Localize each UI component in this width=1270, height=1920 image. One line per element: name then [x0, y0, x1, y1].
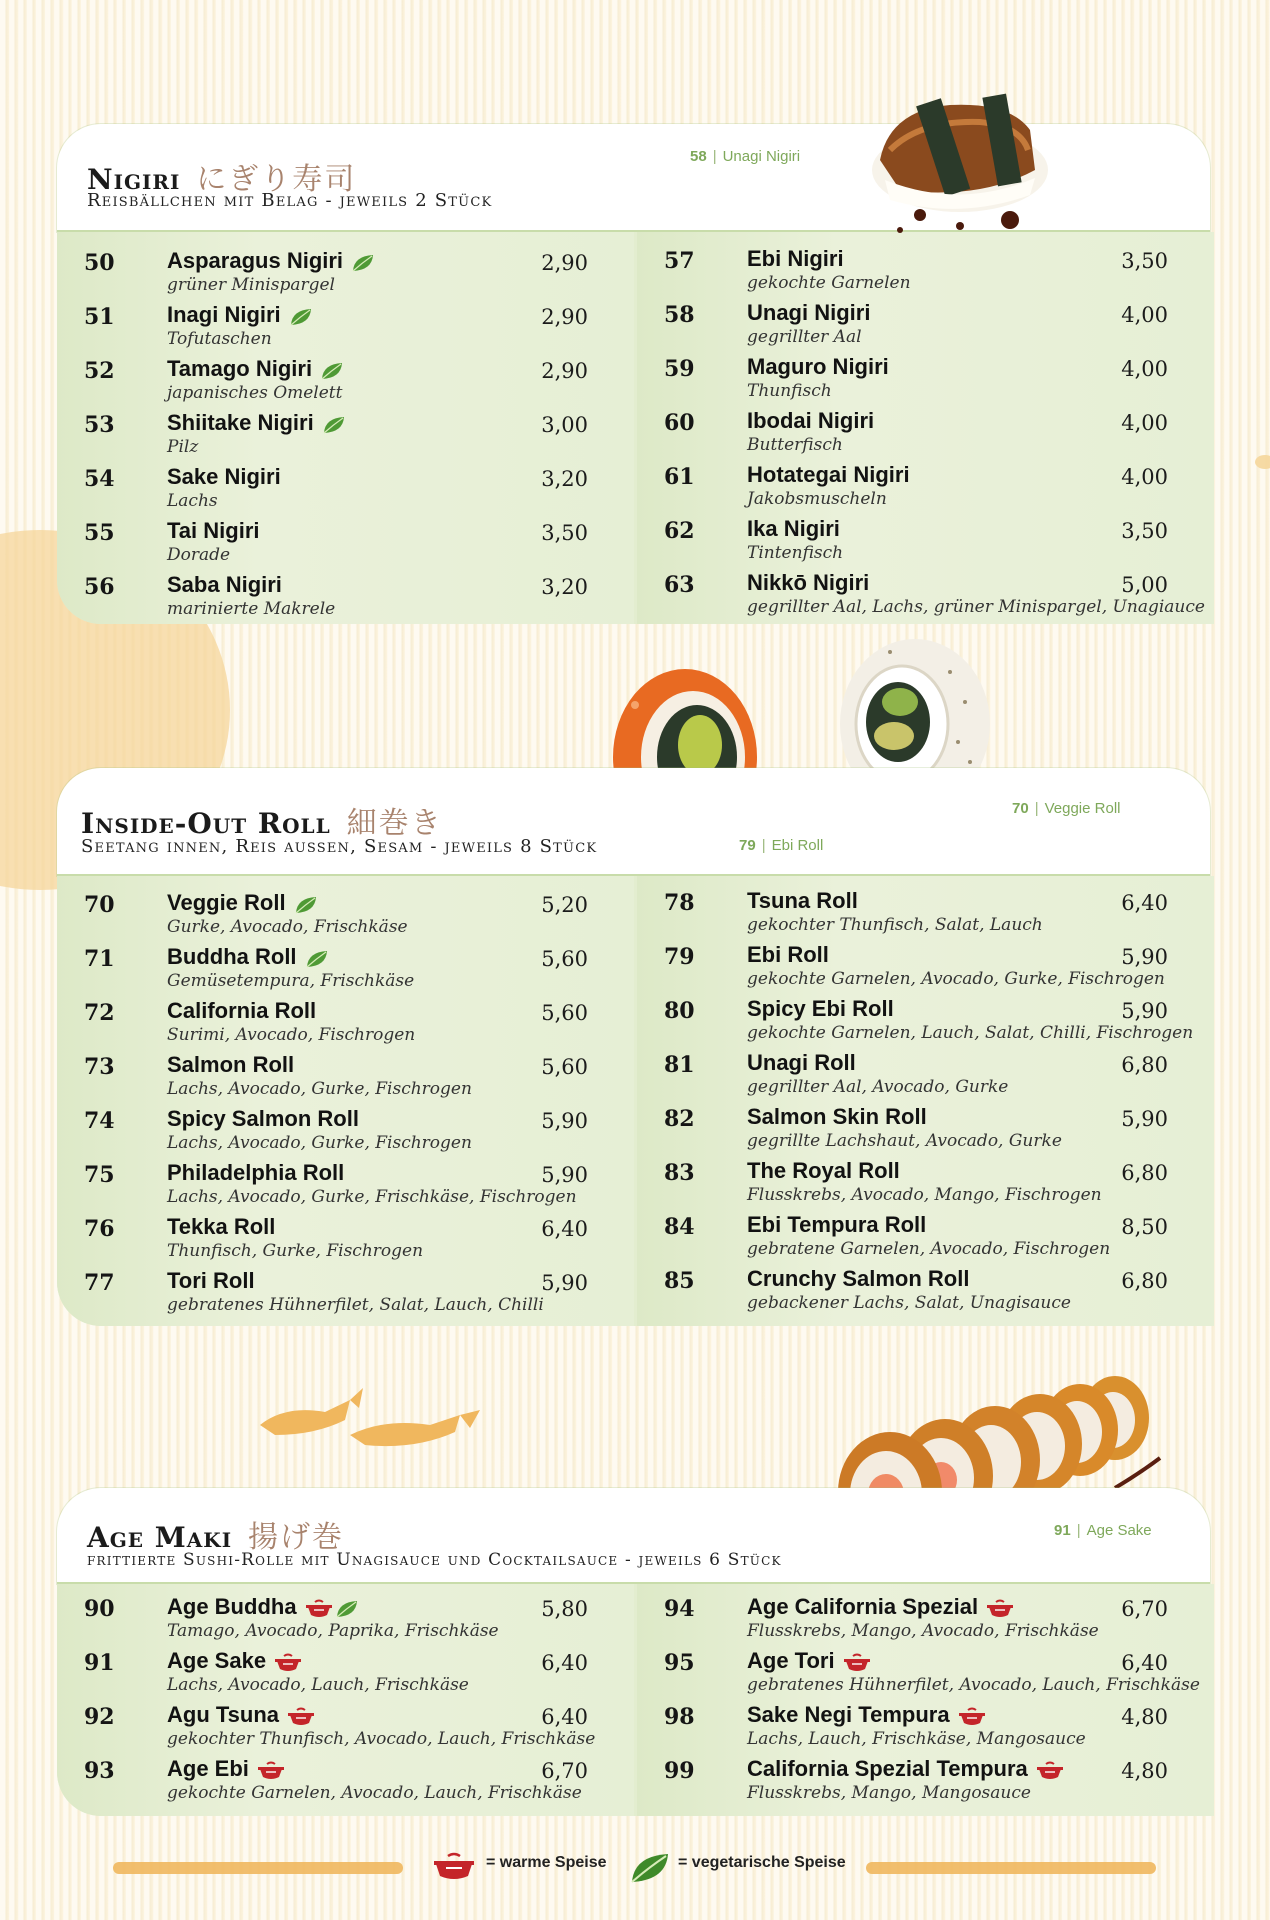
- menu-item-name-text: Hotategai Nigiri: [747, 462, 910, 487]
- menu-item-name: [747, 1158, 900, 1184]
- menu-item-description: gebackener Lachs, Salat, Unagisauce: [747, 1293, 1071, 1313]
- menu-item: [637, 1702, 1214, 1756]
- section-inside-out-roll: [57, 768, 1210, 1326]
- menu-item-description: gebratene Garnelen, Avocado, Fischrogen: [747, 1239, 1111, 1259]
- menu-item-number: 84: [664, 1214, 695, 1240]
- menu-item-number: 51: [84, 304, 115, 330]
- menu-item-name: [747, 1212, 926, 1238]
- menu-item-price: 5,60: [541, 1001, 588, 1025]
- section-title-japanese: 揚げ巻: [248, 1520, 345, 1555]
- menu-item-description: Tintenfisch: [747, 543, 844, 563]
- menu-item-number: 79: [664, 944, 695, 970]
- menu-item-price: 5,60: [541, 1055, 588, 1079]
- menu-item-name: [747, 570, 869, 596]
- warm-dish-icon: [432, 1852, 476, 1884]
- menu-item-price: 3,50: [1121, 249, 1168, 273]
- section-title-text: Age Maki: [87, 1521, 233, 1554]
- warm-dish-icon: [257, 1757, 287, 1782]
- menu-item: [57, 944, 634, 998]
- menu-column-right: [637, 232, 1214, 624]
- menu-item-name: [747, 996, 894, 1022]
- menu-item-name: [747, 1594, 1016, 1621]
- menu-item: [57, 1702, 634, 1756]
- menu-item-name: [747, 1266, 969, 1292]
- menu-item-name: [167, 1106, 359, 1132]
- menu-item-name-text: Age Tori: [747, 1648, 835, 1673]
- menu-item-name-text: Shiitake Nigiri: [167, 410, 314, 435]
- menu-item-name-text: Buddha Roll: [167, 944, 297, 969]
- photo-label: 79 | Ebi Roll: [739, 837, 824, 854]
- menu-item-name: [167, 998, 316, 1024]
- warm-dish-icon: [1036, 1757, 1066, 1782]
- menu-item: [637, 408, 1214, 462]
- menu-item-name: [747, 300, 870, 326]
- menu-item-description: Tamago, Avocado, Paprika, Frischkäse: [167, 1621, 499, 1641]
- menu-item-name-text: Age Buddha: [167, 1594, 297, 1619]
- menu-item-name: [747, 408, 874, 434]
- menu-item-price: 3,20: [541, 467, 588, 491]
- menu-item-description: Pilz: [167, 437, 199, 457]
- background-blob: [1255, 455, 1270, 469]
- menu-item-number: 55: [84, 520, 115, 546]
- menu-item-number: 59: [664, 356, 695, 382]
- menu-item-description: Lachs, Avocado, Gurke, Fischrogen: [167, 1079, 472, 1099]
- menu-item: [637, 942, 1214, 996]
- menu-item-price: 3,50: [1121, 519, 1168, 543]
- menu-item-name-text: Ika Nigiri: [747, 516, 840, 541]
- menu-item-name-text: Salmon Skin Roll: [747, 1104, 927, 1129]
- menu-item-name: [167, 1052, 294, 1078]
- menu-item-price: 6,70: [541, 1759, 588, 1783]
- menu-item: [637, 300, 1214, 354]
- menu-item-number: 56: [84, 574, 115, 600]
- menu-item: [57, 410, 634, 464]
- menu-item-name: [167, 518, 260, 544]
- photo-label: 91 | Age Sake: [1054, 1522, 1152, 1539]
- menu-item-name-text: California Roll: [167, 998, 317, 1023]
- menu-item-name-text: Ibodai Nigiri: [747, 408, 875, 433]
- menu-item-description: Lachs: [167, 491, 218, 511]
- menu-item-number: 94: [664, 1596, 695, 1622]
- menu-item: [637, 462, 1214, 516]
- menu-item-name-text: Age California Spezial: [747, 1594, 979, 1619]
- menu-item-price: 3,00: [541, 413, 588, 437]
- menu-item: [637, 996, 1214, 1050]
- menu-item: [637, 1104, 1214, 1158]
- menu-item-number: 98: [664, 1704, 695, 1730]
- section-body: [57, 1584, 1210, 1816]
- vegetarian-leaf-icon: [289, 303, 315, 328]
- menu-item-name: [167, 890, 320, 917]
- warm-dish-icon: [958, 1703, 988, 1728]
- menu-item-number: 71: [84, 946, 115, 972]
- fish-decoration: [255, 1380, 495, 1460]
- section-title-japanese: にぎり寿司: [196, 162, 357, 197]
- menu-item-name-text: Agu Tsuna: [167, 1702, 280, 1727]
- menu-item: [637, 1756, 1214, 1810]
- menu-item-name: [167, 1160, 344, 1186]
- menu-item-description: gegrillter Aal: [747, 327, 862, 347]
- menu-item-price: 4,00: [1121, 303, 1168, 327]
- menu-item-name: [167, 572, 282, 598]
- menu-item-price: 5,90: [1121, 1107, 1168, 1131]
- warm-dish-icon: [305, 1595, 335, 1620]
- menu-item-number: 60: [664, 410, 695, 436]
- section-title-japanese: 細巻き: [346, 806, 443, 841]
- menu-item: [57, 1268, 634, 1322]
- photo-label-name: Age Sake: [1086, 1522, 1152, 1539]
- menu-item-description: gebratenes Hühnerfilet, Salat, Lauch, Chilli: [167, 1295, 544, 1315]
- menu-item-name-text: Inagi Nigiri: [167, 302, 281, 327]
- menu-item: [637, 1212, 1214, 1266]
- menu-item-description: gekochter Thunfisch, Salat, Lauch: [747, 915, 1043, 935]
- vegetarian-leaf-icon: [320, 357, 346, 382]
- legend-footer: [0, 1848, 1270, 1888]
- menu-item: [57, 356, 634, 410]
- menu-item-name: [747, 516, 840, 542]
- menu-item-name: [167, 410, 348, 437]
- menu-item-name-text: Tsuna Roll: [747, 888, 858, 913]
- menu-item-price: 6,40: [541, 1217, 588, 1241]
- menu-item: [637, 1266, 1214, 1320]
- menu-item: [57, 248, 634, 302]
- menu-item-number: 95: [664, 1650, 695, 1676]
- menu-item-name: [167, 944, 331, 971]
- warm-dish-icon: [274, 1649, 304, 1674]
- menu-item: [57, 572, 634, 626]
- menu-item-number: 77: [84, 1270, 115, 1296]
- menu-item-name: [747, 1104, 927, 1130]
- section-title-text: Nigiri: [87, 163, 181, 196]
- menu-item-price: 6,80: [1121, 1053, 1168, 1077]
- menu-item-number: 58: [664, 302, 695, 328]
- menu-item-name-text: Veggie Roll: [167, 890, 286, 915]
- menu-item-number: 53: [84, 412, 115, 438]
- menu-item-price: 6,40: [541, 1705, 588, 1729]
- menu-item-price: 5,90: [1121, 999, 1168, 1023]
- menu-item-price: 5,90: [1121, 945, 1168, 969]
- menu-item-number: 54: [84, 466, 115, 492]
- menu-item-name-text: Ebi Tempura Roll: [747, 1212, 927, 1237]
- menu-item-name: [747, 1648, 873, 1675]
- photo-label: 70 | Veggie Roll: [1012, 800, 1121, 817]
- section-title-text: Inside-Out Roll: [81, 807, 331, 840]
- menu-item-price: 6,80: [1121, 1269, 1168, 1293]
- menu-item-name: [747, 246, 844, 272]
- menu-item-name: [747, 1702, 988, 1729]
- photo-label-name: Veggie Roll: [1044, 800, 1121, 817]
- section-header: [57, 768, 1210, 876]
- menu-item-name-text: Asparagus Nigiri: [167, 248, 344, 273]
- warm-dish-icon: [287, 1703, 317, 1728]
- menu-item-price: 6,40: [1121, 1651, 1168, 1675]
- vegetarian-leaf-icon: [335, 1595, 361, 1620]
- menu-item-name-text: Nikkō Nigiri: [747, 570, 870, 595]
- section-subtitle: frittierte Sushi-Rolle mit Unagisauce und Cocktailsauce - jeweils 6 Stück: [87, 1550, 782, 1570]
- menu-item-number: 50: [84, 250, 115, 276]
- photo-label-name: Unagi Nigiri: [722, 148, 801, 165]
- menu-item: [57, 518, 634, 572]
- menu-item: [57, 998, 634, 1052]
- menu-item-name: [167, 1214, 275, 1240]
- menu-item: [57, 302, 634, 356]
- decorative-stroke: [113, 1862, 403, 1874]
- menu-item-price: 5,90: [541, 1163, 588, 1187]
- menu-item-price: 8,50: [1121, 1215, 1168, 1239]
- menu-item-number: 82: [664, 1106, 695, 1132]
- menu-item-name-text: Maguro Nigiri: [747, 354, 889, 379]
- menu-item-name: [747, 354, 889, 380]
- menu-item-number: 99: [664, 1758, 695, 1784]
- menu-item-name: [747, 888, 858, 914]
- menu-item-name-text: Philadelphia Roll: [167, 1160, 345, 1185]
- section-subtitle: Seetang innen, Reis aussen, Sesam - jeweils 8 Stück: [81, 836, 598, 857]
- menu-item-name-text: Sake Negi Tempura: [747, 1702, 950, 1727]
- menu-item: [637, 1158, 1214, 1212]
- menu-item: [637, 516, 1214, 570]
- menu-item-description: gekochte Garnelen, Lauch, Salat, Chilli, Fischrogen: [747, 1023, 1194, 1043]
- section-subtitle: Reisbällchen mit Belag - jeweils 2 Stück: [87, 190, 493, 211]
- menu-item-number: 74: [84, 1108, 115, 1134]
- vegetarian-leaf-icon: [294, 891, 320, 916]
- menu-item-description: Surimi, Avocado, Fischrogen: [167, 1025, 416, 1045]
- menu-item-number: 73: [84, 1054, 115, 1080]
- menu-item-number: 90: [84, 1596, 115, 1622]
- vegetarian-leaf-icon: [628, 1850, 672, 1886]
- menu-item: [57, 464, 634, 518]
- menu-item-number: 52: [84, 358, 115, 384]
- menu-item: [57, 1214, 634, 1268]
- menu-item-number: 83: [664, 1160, 695, 1186]
- menu-item-price: 6,80: [1121, 1161, 1168, 1185]
- menu-item-description: Jakobsmuscheln: [747, 489, 887, 509]
- menu-item-name-text: Tori Roll: [167, 1268, 255, 1293]
- warm-dish-icon: [843, 1649, 873, 1674]
- menu-item-description: Lachs, Avocado, Gurke, Fischrogen: [167, 1133, 472, 1153]
- menu-item: [57, 1106, 634, 1160]
- menu-item-name-text: Crunchy Salmon Roll: [747, 1266, 970, 1291]
- menu-item-number: 92: [84, 1704, 115, 1730]
- section-header: [57, 1488, 1210, 1584]
- menu-item-description: marinierte Makrele: [167, 599, 336, 619]
- menu-item-number: 76: [84, 1216, 115, 1242]
- menu-item-description: japanisches Omelett: [167, 383, 343, 403]
- menu-column-right: [637, 876, 1214, 1326]
- menu-item-name-text: Spicy Salmon Roll: [167, 1106, 359, 1131]
- menu-column-left: [57, 876, 634, 1326]
- menu-item-price: 5,80: [541, 1597, 588, 1621]
- menu-item-number: 70: [84, 892, 115, 918]
- menu-item-description: Gurke, Avocado, Frischkäse: [167, 917, 408, 937]
- warm-dish-icon: [986, 1595, 1016, 1620]
- menu-item: [637, 354, 1214, 408]
- menu-item-description: Lachs, Avocado, Gurke, Frischkäse, Fischrogen: [167, 1187, 577, 1207]
- menu-item-name: [747, 462, 910, 488]
- menu-column-left: [57, 1584, 634, 1816]
- menu-item-name: [167, 1268, 255, 1294]
- section-body: [57, 232, 1210, 624]
- menu-item: [637, 246, 1214, 300]
- menu-item-description: gekochter Thunfisch, Avocado, Lauch, Frischkäse: [167, 1729, 596, 1749]
- menu-item-name-text: Saba Nigiri: [167, 572, 282, 597]
- menu-item-name-text: Sake Nigiri: [167, 464, 281, 489]
- menu-item-price: 4,00: [1121, 357, 1168, 381]
- photo-label-name: Ebi Roll: [771, 837, 824, 854]
- decorative-stroke: [866, 1862, 1156, 1874]
- menu-item-number: 91: [84, 1650, 115, 1676]
- menu-item-name: [167, 1594, 361, 1621]
- section-body: [57, 876, 1210, 1326]
- menu-item: [57, 1052, 634, 1106]
- menu-item-description: Flusskrebs, Mango, Avocado, Frischkäse: [747, 1621, 1099, 1641]
- menu-item-price: 5,90: [541, 1109, 588, 1133]
- menu-item-description: Butterfisch: [747, 435, 843, 455]
- menu-item-description: gekochte Garnelen, Avocado, Gurke, Fischrogen: [747, 969, 1165, 989]
- menu-item-name: [747, 942, 829, 968]
- menu-item-price: 4,00: [1121, 465, 1168, 489]
- menu-item-description: Lachs, Avocado, Lauch, Frischkäse: [167, 1675, 469, 1695]
- menu-item-description: Thunfisch: [747, 381, 832, 401]
- menu-item: [57, 1648, 634, 1702]
- menu-item-name: [167, 464, 281, 490]
- menu-item-name-text: The Royal Roll: [747, 1158, 900, 1183]
- menu-item-name: [167, 1756, 287, 1783]
- menu-item-description: Lachs, Lauch, Frischkäse, Mangosauce: [747, 1729, 1086, 1749]
- menu-item-description: gegrillte Lachshaut, Avocado, Gurke: [747, 1131, 1062, 1151]
- menu-item-description: Dorade: [167, 545, 231, 565]
- menu-item: [637, 1648, 1214, 1702]
- photo-label-number: 58: [690, 148, 707, 165]
- section-age-maki: [57, 1488, 1210, 1816]
- menu-item-name: [167, 302, 315, 329]
- menu-item-number: 61: [664, 464, 695, 490]
- menu-item-name-text: Age Ebi: [167, 1756, 249, 1781]
- legend-warm-label: = warme Speise: [486, 1854, 607, 1871]
- menu-item-number: 75: [84, 1162, 115, 1188]
- photo-label: 58 | Unagi Nigiri: [690, 148, 801, 165]
- menu-item: [57, 1160, 634, 1214]
- menu-item-number: 63: [664, 572, 695, 598]
- menu-item-price: 3,50: [541, 521, 588, 545]
- photo-label-number: 91: [1054, 1522, 1071, 1539]
- photo-label-number: 79: [739, 837, 756, 854]
- menu-item-description: gegrillter Aal, Avocado, Gurke: [747, 1077, 1009, 1097]
- menu-item-name-text: Tekka Roll: [167, 1214, 276, 1239]
- menu-item-number: 57: [664, 248, 695, 274]
- menu-item-description: Flusskrebs, Avocado, Mango, Fischrogen: [747, 1185, 1102, 1205]
- menu-item-price: 4,00: [1121, 411, 1168, 435]
- vegetarian-leaf-icon: [351, 249, 377, 274]
- menu-item: [57, 1756, 634, 1810]
- menu-item: [637, 570, 1214, 624]
- menu-item-number: 78: [664, 890, 695, 916]
- menu-item: [57, 1594, 634, 1648]
- menu-column-left: [57, 232, 634, 624]
- menu-item-price: 6,40: [541, 1651, 588, 1675]
- menu-item-number: 85: [664, 1268, 695, 1294]
- menu-item-name-text: Spicy Ebi Roll: [747, 996, 894, 1021]
- menu-item-price: 2,90: [541, 305, 588, 329]
- menu-item-description: Gemüsetempura, Frischkäse: [167, 971, 415, 991]
- menu-item-price: 2,90: [541, 359, 588, 383]
- menu-item-name: [167, 1702, 317, 1729]
- menu-item-description: gebratenes Hühnerfilet, Avocado, Lauch, Frischkäse: [747, 1675, 1200, 1695]
- legend-veg-label: = vegetarische Speise: [678, 1854, 846, 1871]
- menu-item-number: 93: [84, 1758, 115, 1784]
- menu-item-name: [747, 1756, 1066, 1783]
- menu-item-price: 5,60: [541, 947, 588, 971]
- menu-item-description: Thunfisch, Gurke, Fischrogen: [167, 1241, 424, 1261]
- menu-item-price: 5,20: [541, 893, 588, 917]
- menu-item-description: gekochte Garnelen, Avocado, Lauch, Frischkäse: [167, 1783, 582, 1803]
- menu-item-name-text: Salmon Roll: [167, 1052, 295, 1077]
- menu-item: [637, 1050, 1214, 1104]
- menu-item-price: 5,00: [1121, 573, 1168, 597]
- menu-item-price: 5,90: [541, 1271, 588, 1295]
- menu-item-description: gekochte Garnelen: [747, 273, 911, 293]
- menu-item-price: 3,20: [541, 575, 588, 599]
- vegetarian-leaf-icon: [305, 945, 331, 970]
- menu-item-description: Tofutaschen: [167, 329, 272, 349]
- vegetarian-leaf-icon: [322, 411, 348, 436]
- menu-item-name-text: Unagi Nigiri: [747, 300, 871, 325]
- menu-item-price: 6,40: [1121, 891, 1168, 915]
- menu-column-right: [637, 1584, 1214, 1816]
- menu-item-description: grüner Minispargel: [167, 275, 335, 295]
- menu-item-name-text: Unagi Roll: [747, 1050, 856, 1075]
- menu-item-number: 81: [664, 1052, 695, 1078]
- menu-item-number: 72: [84, 1000, 115, 1026]
- menu-item-price: 4,80: [1121, 1705, 1168, 1729]
- menu-item-name: [167, 356, 346, 383]
- unagi-nigiri-photo: [860, 50, 1060, 240]
- menu-item-price: 6,70: [1121, 1597, 1168, 1621]
- menu-item-number: 80: [664, 998, 695, 1024]
- menu-item-name-text: California Spezial Tempura: [747, 1756, 1028, 1781]
- menu-item-price: 2,90: [541, 251, 588, 275]
- menu-item-price: 4,80: [1121, 1759, 1168, 1783]
- menu-item-name: [167, 1648, 304, 1675]
- photo-label-number: 70: [1012, 800, 1029, 817]
- menu-item-description: gegrillter Aal, Lachs, grüner Minispargel, Unagiauce: [747, 597, 1205, 617]
- menu-item-name: [167, 248, 377, 275]
- menu-item-name-text: Age Sake: [167, 1648, 267, 1673]
- menu-item-name: [747, 1050, 856, 1076]
- menu-item-name-text: Tai Nigiri: [167, 518, 260, 543]
- menu-item-description: Flusskrebs, Mango, Mangosauce: [747, 1783, 1031, 1803]
- menu-item: [637, 888, 1214, 942]
- menu-item-number: 62: [664, 518, 695, 544]
- menu-item-name-text: Ebi Roll: [747, 942, 829, 967]
- menu-item-name-text: Ebi Nigiri: [747, 246, 844, 271]
- menu-item: [637, 1594, 1214, 1648]
- menu-item-name-text: Tamago Nigiri: [167, 356, 313, 381]
- menu-item: [57, 890, 634, 944]
